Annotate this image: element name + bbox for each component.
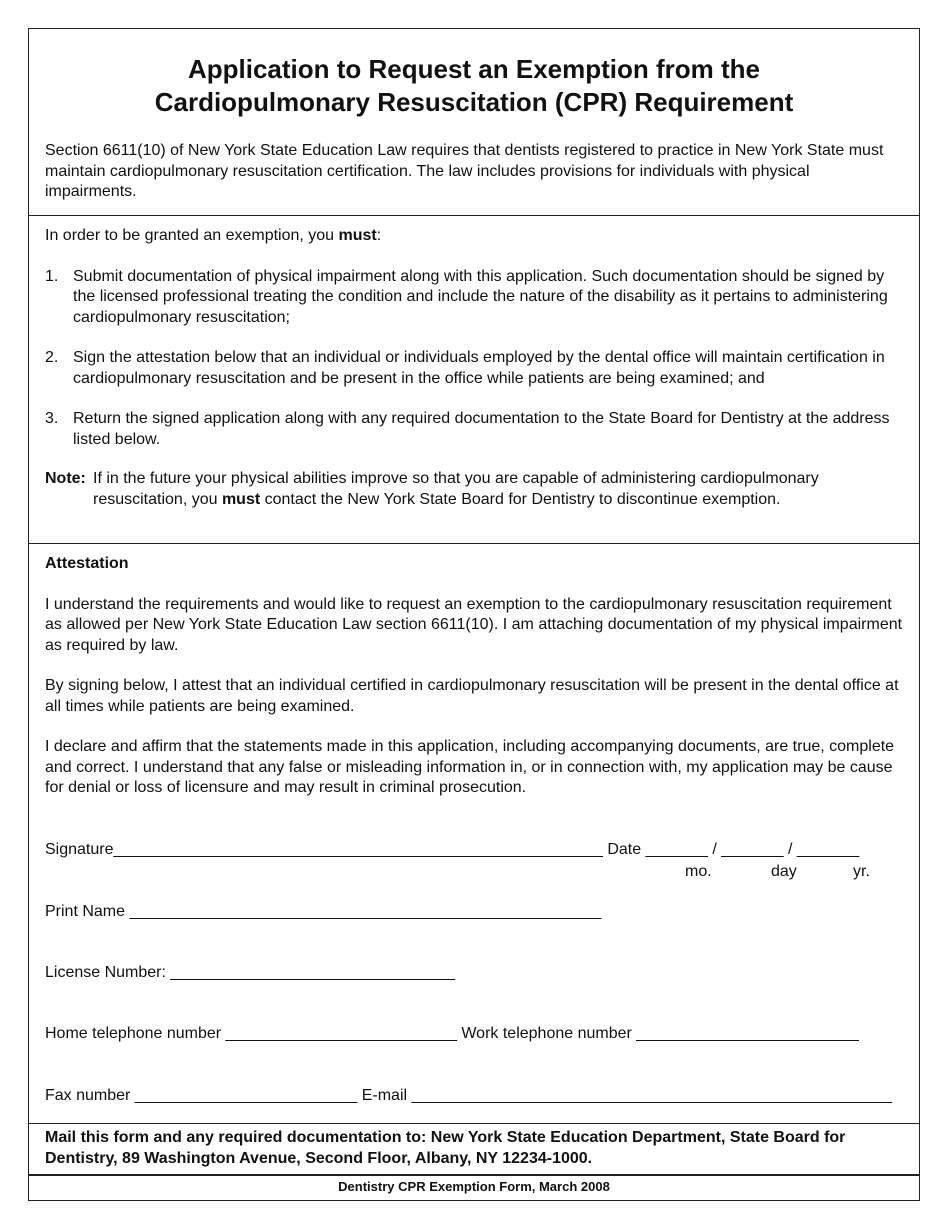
form-page bbox=[28, 28, 920, 1175]
header-section bbox=[29, 29, 919, 216]
form-footer: Dentistry CPR Exemption Form, March 2008 bbox=[28, 1175, 920, 1201]
date-month-label: mo. bbox=[685, 863, 712, 880]
title-line-2: Cardiopulmonary Resuscitation (CPR) Requirement bbox=[154, 87, 794, 117]
item-text: Sign the attestation below that an individual or individuals employed by the dental office will maintain certification in cardiopulmonary resuscitation and be present in the office while patients are being examined; and bbox=[73, 349, 885, 387]
attestation-paragraph: I understand the requirements and would like to request an exemption to the cardiopulmonary resuscitation requirement as allowed per New York State Education Law section 6611(10). I am attaching documentation of my physical impairment as required by law. bbox=[45, 595, 903, 654]
telephone-fields[interactable]: Home telephone number __________________________ Work telephone number _________________________ bbox=[45, 1025, 859, 1042]
fax-email-fields[interactable]: Fax number _________________________ E-mail ______________________________________________________ bbox=[45, 1087, 893, 1104]
mail-section bbox=[29, 1124, 919, 1174]
attestation-title: Attestation bbox=[45, 555, 129, 572]
attestation-paragraph: I declare and affirm that the statements made in this application, including accompanying documents, are true, complete and correct. I understand that any false or misleading information in, or in connection with, my application may be cause for denial or loss of licensure and may result in criminal prosecution. bbox=[45, 738, 895, 796]
item-text: Return the signed application along with any required documentation to the State Board for Dentistry at the address listed below. bbox=[73, 410, 890, 448]
intro-paragraph: Section 6611(10) of New York State Education Law requires that dentists registered to practice in New York State must maintain cardiopulmonary resuscitation certification. The law includes provisions for individuals with physical impairments. bbox=[45, 142, 884, 200]
list-item bbox=[45, 348, 903, 389]
title-line-1: Application to Request an Exemption from the bbox=[187, 54, 761, 84]
lead-must: must bbox=[338, 227, 377, 244]
mail-instructions: Mail this form and any required documentation to: New York State Education Department, State Board for Dentistry, 89 Washington Avenue, Second Floor, Albany, NY 12234-1000. bbox=[45, 1129, 846, 1167]
item-number: 2. bbox=[45, 349, 59, 366]
list-item bbox=[45, 409, 903, 450]
lead-text: In order to be granted an exemption, you bbox=[45, 227, 339, 244]
date-year-label: yr. bbox=[853, 863, 870, 880]
note-label: Note: bbox=[45, 470, 86, 487]
item-number: 1. bbox=[45, 267, 59, 285]
note-text: If in the future your physical abilities improve so that you are capable of administering cardiopulmonary resuscitation, you bbox=[93, 470, 819, 508]
item-number: 3. bbox=[45, 410, 59, 427]
date-day-label: day bbox=[771, 863, 797, 880]
license-number-field[interactable]: License Number: ________________________________ bbox=[45, 964, 456, 981]
note-must: must bbox=[221, 490, 261, 508]
print-name-field[interactable]: Print Name _____________________________________________________ bbox=[45, 903, 602, 920]
lead-colon: : bbox=[376, 227, 382, 244]
note bbox=[45, 469, 903, 510]
requirements-lead bbox=[45, 226, 903, 247]
page-title bbox=[45, 53, 903, 119]
requirements-list bbox=[45, 267, 903, 451]
requirements-section bbox=[29, 216, 919, 544]
item-text: Submit documentation of physical impairment along with this application. Such documentation should be signed by the licensed professional treating the condition and include the nature of the disability as it pertains to administering cardiopulmonary resuscitation; bbox=[73, 267, 888, 326]
note-text-end: contact the New York State Board for Dentistry to discontinue exemption. bbox=[260, 490, 781, 508]
attestation-paragraph: By signing below, I attest that an individual certified in cardiopulmonary resuscitation will be present in the dental office at all times while patients are being examined. bbox=[45, 677, 899, 715]
signature-date-field[interactable]: Signature_______________________________________________________ Date _______ / _______ / _______ bbox=[45, 841, 860, 858]
attestation-section bbox=[29, 544, 919, 1124]
list-item bbox=[45, 267, 903, 329]
